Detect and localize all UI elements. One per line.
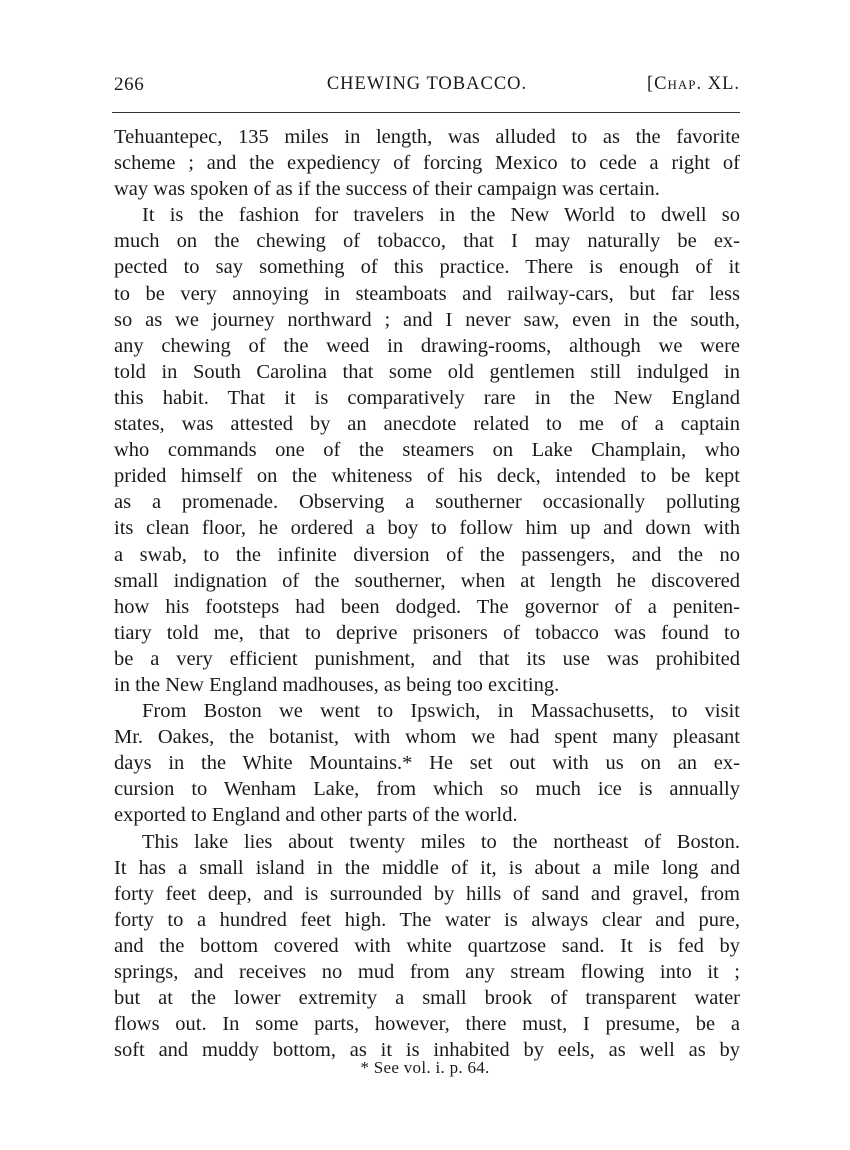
text-line: and the bottom covered with white quartzose sand. It is fed by <box>114 934 740 957</box>
text-line: soft and muddy bottom, as it is inhabited by eels, as well as by <box>114 1039 740 1062</box>
text-line: told in South Carolina that some old gentlemen still indulged in <box>114 360 740 383</box>
text-line: but at the lower extremity a small brook of transparent water <box>114 987 740 1010</box>
text-line: states, was attested by an anecdote related to me of a captain <box>114 413 740 436</box>
running-head <box>114 74 740 100</box>
text-line: way was spoken of as if the success of their campaign was certain. <box>114 178 660 201</box>
page-number: 266 <box>114 74 145 95</box>
text-line: be a very efficient punishment, and that its use was prohibited <box>114 647 740 670</box>
header-rule <box>112 112 740 113</box>
text-line: springs, and receives no mud from any stream flowing into it ; <box>114 961 740 983</box>
text-line: as a promenade. Observing a southerner occasionally polluting <box>114 491 740 514</box>
text-line: this habit. That it is comparatively rare in the New England <box>114 386 740 409</box>
text-line: its clean floor, he ordered a boy to follow him up and down with <box>114 517 740 540</box>
text-line: pected to say something of this practice. There is enough of it <box>114 256 740 279</box>
text-line: a swab, to the infinite diversion of the passengers, and the no <box>114 543 740 566</box>
text-line: It is the fashion for travelers in the New World to dwell so <box>142 204 740 227</box>
running-title: CHEWING TOBACCO. <box>326 74 528 94</box>
text-line: prided himself on the whiteness of his deck, intended to be kept <box>114 465 740 488</box>
text-line: any chewing of the weed in drawing-rooms, although we were <box>114 334 740 357</box>
text-line: much on the chewing of tobacco, that I may naturally be ex- <box>114 230 740 253</box>
text-line: Mr. Oakes, the botanist, with whom we had spent many pleasant <box>114 726 740 749</box>
text-line: days in the White Mountains.* He set out with us on an ex- <box>114 752 740 775</box>
chapter-reference: [Chap. XL. <box>646 74 740 94</box>
text-line: so as we journey northward ; and I never saw, even in the south, <box>114 308 740 331</box>
text-line: to be very annoying in steamboats and railway-cars, but far less <box>114 282 740 305</box>
text-line: cursion to Wenham Lake, from which so much ice is annually <box>114 778 740 801</box>
text-line: small indignation of the southerner, when at length he discovered <box>114 569 740 592</box>
text-line: forty to a hundred feet high. The water is always clear and pure, <box>114 908 740 931</box>
text-line: exported to England and other parts of the world. <box>114 804 518 827</box>
text-line: From Boston we went to Ipswich, in Massachusetts, to visit <box>142 700 740 723</box>
text-line: Tehuantepec, 135 miles in length, was alluded to as the favorite <box>114 126 740 148</box>
text-line: tiary told me, that to deprive prisoners of tobacco was found to <box>114 621 740 644</box>
text-line: scheme ; and the expediency of forcing Mexico to cede a right of <box>114 152 740 175</box>
text-line: forty feet deep, and is surrounded by hills of sand and gravel, from <box>114 882 740 905</box>
text-line: in the New England madhouses, as being too exciting. <box>114 673 560 696</box>
footnote: * See vol. i. p. 64. <box>360 1058 490 1077</box>
text-line: It has a small island in the middle of it, is about a mile long and <box>114 856 740 879</box>
body-text <box>114 124 740 1063</box>
text-line: who commands one of the steamers on Lake Champlain, who <box>114 439 740 462</box>
text-line: flows out. In some parts, however, there must, I presume, be a <box>114 1013 740 1036</box>
text-line: how his footsteps had been dodged. The governor of a peniten- <box>114 595 740 618</box>
text-line: This lake lies about twenty miles to the northeast of Boston. <box>142 830 740 853</box>
